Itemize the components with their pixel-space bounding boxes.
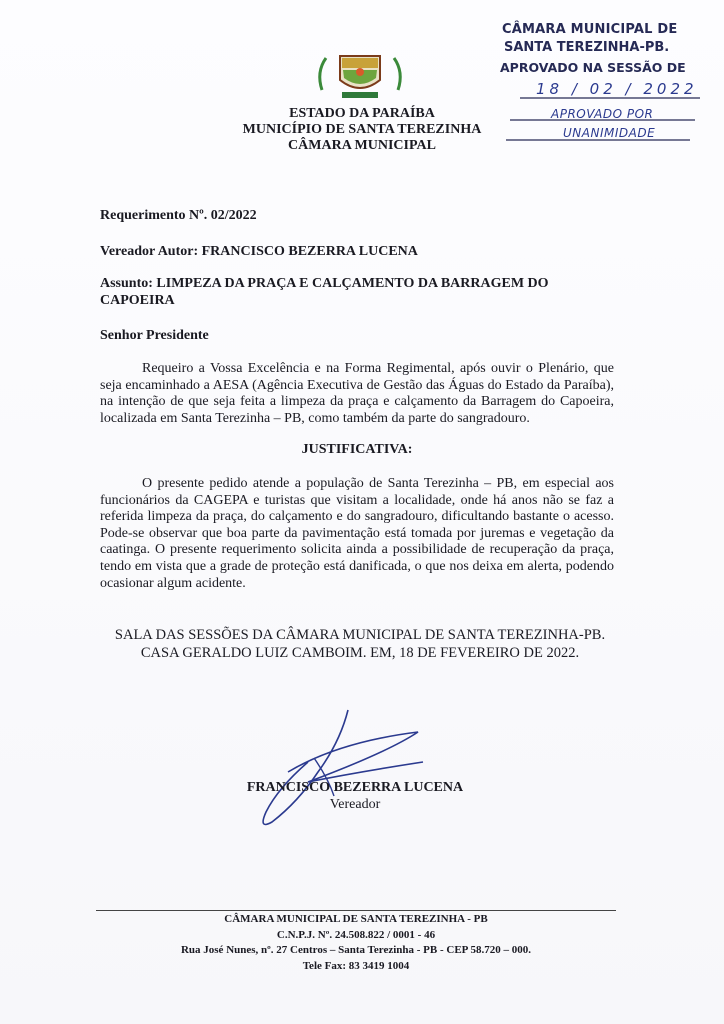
stamp-handwritten-approval-1: APROVADO POR: [551, 107, 654, 121]
closing-line-2: CASA GERALDO LUIZ CAMBOIM. EM, 18 DE FEVEREIRO DE 2022.: [140, 645, 580, 661]
footer-cnpj: C.N.P.J. Nº. 24.508.822 / 0001 - 46: [276, 928, 436, 941]
stamp-line-3: APROVADO NA SESSÃO DE: [500, 60, 686, 75]
letterhead-state: ESTADO DA PARAÍBA: [289, 106, 435, 121]
letterhead-municipality: MUNICÍPIO DE SANTA TEREZINHA: [242, 122, 482, 137]
signatory-name: FRANCISCO BEZERRA LUCENA: [246, 780, 464, 795]
subject-line: Assunto: LIMPEZA DA PRAÇA E CALÇAMENTO DA BARRAGEM DO CAPOEIRA: [100, 276, 549, 308]
justification-paragraph: O presente pedido atende a população de Santa Terezinha – PB, em especial aos funcionários da CAGEPA e turistas que visitam a localidade, onde há anos não se faz a referida limpeza da praça, do calçamento e do sangradouro, dificultando bastante o acesso. Pode-se observar que boa parte da pavimentação está tomada por juremas e vegetação da caatinga. O presente requerimento solicita ainda a possibilidade de recuperação da praça, tendo em vista que a grade de proteção está danificada, o que nos deixa em alerta, podendo ocasionar algum acidente.: [100, 476, 614, 591]
footer-phone: Tele Fax: 83 3419 1004: [302, 959, 410, 972]
closing-line-1: SALA DAS SESSÕES DA CÂMARA MUNICIPAL DE SANTA TEREZINHA-PB.: [114, 627, 606, 643]
author-line: Vereador Autor: FRANCISCO BEZERRA LUCENA: [100, 244, 418, 259]
letterhead: [212, 106, 512, 154]
closing-block: [80, 626, 640, 662]
request-paragraph: Requeiro a Vossa Excelência e na Forma Regimental, após ouvir o Plenário, que seja encaminhado a AESA (Agência Executiva de Gestão das Águas do Estado da Paraíba), na intenção de que seja feita a limpeza da praça e calçamento da Barragem do Capoeira, localizada em Santa Terezinha – PB, como também da parte do sangradouro.: [100, 361, 614, 426]
footer-divider: [96, 910, 616, 911]
stamp-handwritten-date: 18 / 02 / 2022: [536, 80, 698, 98]
stamp-line-1: CÂMARA MUNICIPAL DE: [502, 22, 678, 37]
municipal-crest-logo: [312, 50, 408, 102]
footer: [96, 912, 616, 974]
footer-institution: CÂMARA MUNICIPAL DE SANTA TEREZINHA - PB: [224, 913, 488, 925]
stamp-line-2: SANTA TEREZINHA-PB.: [504, 40, 670, 55]
letterhead-chamber: CÂMARA MUNICIPAL: [288, 138, 436, 153]
stamp-handwritten-approval-2: UNANIMIDADE: [563, 126, 656, 140]
requerimento-number: Requerimento Nº. 02/2022: [100, 208, 257, 223]
justification-title: JUSTIFICATIVA:: [301, 442, 413, 457]
signatory-role: Vereador: [329, 797, 381, 812]
salutation: Senhor Presidente: [100, 328, 209, 343]
footer-address: Rua José Nunes, nº. 27 Centros – Santa Terezinha - PB - CEP 58.720 – 000.: [180, 944, 532, 956]
